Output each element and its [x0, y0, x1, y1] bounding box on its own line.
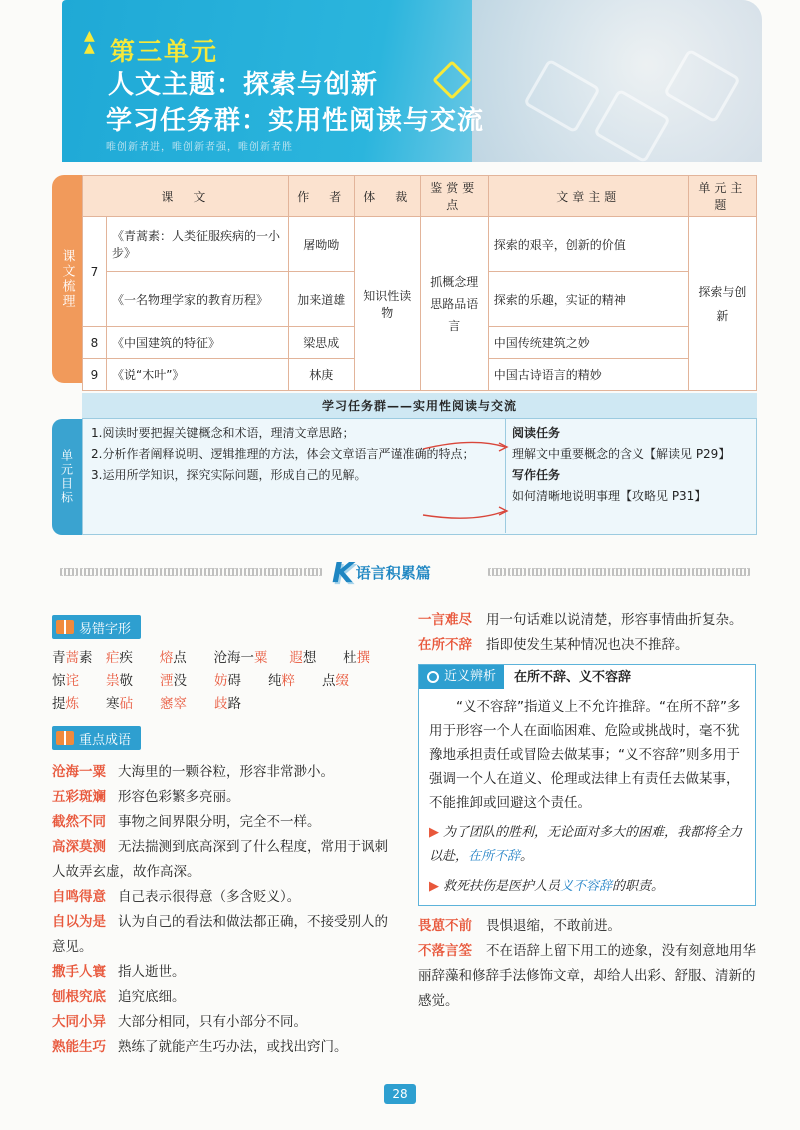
- idiom-meaning: 自己表示很得意（多含贬义）。: [118, 889, 301, 905]
- table-row: [83, 217, 757, 272]
- typo-error-char: 缀: [335, 673, 349, 689]
- typo-word: [106, 647, 160, 670]
- idiom-entry: [52, 785, 397, 810]
- column-header: 作 者: [288, 176, 354, 217]
- left-column: [52, 615, 397, 1060]
- banner-slogan: 唯创新者进，唯创新者强，唯创新者胜: [106, 142, 293, 153]
- typo-word: [214, 670, 268, 693]
- typo-word: [160, 647, 214, 670]
- typo-error-char: 歧: [214, 696, 228, 712]
- divider-dots: [60, 568, 322, 576]
- section-divider: [60, 555, 750, 589]
- idiom-meaning: 事物之间界限分明，完全不一样。: [118, 814, 321, 830]
- typo-row: [52, 647, 397, 670]
- typo-word: [268, 670, 322, 693]
- idiom-word: 自以为是: [52, 914, 106, 930]
- idiom-word: 五彩斑斓: [52, 789, 106, 805]
- article-theme: 探索的艰辛，创新的价值: [488, 217, 688, 272]
- idiom-word: 撒手人寰: [52, 964, 106, 980]
- typo-error-char: 湮: [160, 673, 174, 689]
- typo-row: [52, 693, 397, 716]
- lesson-title: 《说“木叶”》: [107, 359, 289, 391]
- section-title-text: 语言积累篇: [355, 563, 431, 582]
- task-group-heading: 学习任务群——实用性阅读与交流: [82, 393, 757, 419]
- idiom-entry: [418, 914, 756, 939]
- unit-banner: [62, 0, 762, 162]
- example-keyword: 在所不辞: [468, 849, 521, 864]
- idiom-meaning: 形容色彩繁多亮丽。: [118, 789, 240, 805]
- typo-error-char: 诧: [65, 673, 79, 689]
- goal-item: 2.分析作者阐释说明、逻辑推理的方法，体会文章语言严谨准确的特点；: [91, 447, 475, 461]
- example-text: 为了团队的胜利，无论面对多大的困难，我都将全力以赴，: [429, 825, 743, 864]
- typo-text: 想: [302, 650, 317, 666]
- typo-word: [214, 647, 290, 670]
- typo-text: 敬: [119, 673, 133, 689]
- lesson-author: 屠呦呦: [288, 217, 354, 272]
- idiom-word: 刨根究底: [52, 989, 106, 1005]
- synonym-title: 在所不辞、义不容辞: [514, 669, 632, 685]
- lesson-genre: 知识性读物: [354, 217, 420, 391]
- idiom-entry: [52, 885, 397, 910]
- article-theme: 中国传统建筑之妙: [488, 327, 688, 359]
- idiom-entry: [418, 608, 756, 633]
- typo-text: 点: [322, 673, 336, 689]
- review-side-label: 课文梳理: [52, 175, 82, 383]
- idiom-meaning: 畏惧退缩，不敢前进。: [486, 918, 621, 934]
- idioms-section-tag: [52, 726, 141, 750]
- unit-title: 第三单元: [110, 37, 219, 66]
- goal-item: 3.运用所学知识，探究实际问题，形成自己的见解。: [91, 468, 367, 482]
- theme-title: 人文主题：探索与创新: [108, 70, 379, 100]
- idiom-entry: [52, 810, 397, 835]
- goal-item: 1.阅读时要把握关键概念和术语，理清文章思路；: [91, 426, 355, 440]
- section-title: [332, 555, 472, 589]
- typo-text: 疾: [119, 650, 133, 666]
- idiom-entry: [52, 985, 397, 1010]
- idiom-word: 一言难尽: [418, 612, 472, 628]
- lesson-number: 7: [83, 217, 107, 327]
- article-theme: 探索的乐趣，实证的精神: [488, 272, 688, 327]
- idiom-entry: [52, 910, 397, 960]
- book-icon: [56, 731, 74, 745]
- appreciation-points: 抓概念理思路品语言: [420, 217, 488, 391]
- typo-text: 没: [173, 673, 187, 689]
- typo-error-char: 窸窣: [160, 696, 187, 712]
- unit-theme: 探索与创新: [688, 217, 756, 391]
- typo-word: [106, 693, 160, 716]
- idiom-word: 高深莫测: [52, 839, 106, 855]
- right-column: [418, 608, 756, 1014]
- synonym-tag-label: 近义辨析: [444, 669, 497, 684]
- typo-text: 杜: [343, 650, 357, 666]
- typo-word: [214, 693, 268, 716]
- goals-side-label: 单元目标: [52, 419, 82, 535]
- idiom-entry: [52, 760, 397, 785]
- write-task-label: 写作任务: [512, 468, 561, 482]
- triangle-bullet-icon: ▶: [429, 825, 439, 840]
- typo-error-char: 疟: [105, 650, 120, 666]
- typo-word: [289, 647, 343, 670]
- idiom-entry: [418, 939, 756, 1014]
- right-idioms-bottom: [418, 914, 756, 1014]
- typo-text: 碍: [227, 673, 241, 689]
- task-group-panel: [52, 393, 757, 535]
- typo-text: 点: [173, 650, 187, 666]
- read-task-label: 阅读任务: [512, 426, 561, 440]
- typo-error-char: 遐: [289, 650, 303, 666]
- idioms-list: [52, 760, 397, 1060]
- column-header: 课 文: [83, 176, 289, 217]
- idiom-word: 沧海一粟: [52, 764, 106, 780]
- typo-error-char: 撰: [356, 650, 371, 666]
- book-icon: [56, 620, 74, 634]
- idiom-meaning: 用一句话难以说清楚，形容事情曲折复杂。: [486, 612, 743, 628]
- typo-section-tag: [52, 615, 141, 639]
- typo-word: [52, 647, 106, 670]
- typo-word: [52, 693, 106, 716]
- clock-icon: [427, 671, 439, 683]
- synonym-analysis-header: [419, 665, 755, 689]
- typo-text: 素: [79, 650, 93, 666]
- lesson-author: 梁思成: [288, 327, 354, 359]
- idiom-meaning: 大部分相同，只有小部分不同。: [118, 1014, 307, 1030]
- read-task-text: 理解文中重要概念的含义【解读见 P29】: [512, 447, 731, 461]
- typo-error-char: 蒿: [65, 650, 79, 666]
- idiom-meaning: 不在语辞上留下用工的迹象，没有刻意地用华丽辞藻和修辞手法修饰文章，却给人出彩、舒服、清新的感觉。: [418, 943, 756, 1009]
- lesson-author: 林庚: [288, 359, 354, 391]
- lesson-title: 《中国建筑的特征》: [107, 327, 289, 359]
- idiom-meaning: 认为自己的看法和做法都正确，不接受别人的意见。: [52, 914, 388, 955]
- example-sentence: [419, 819, 755, 875]
- task-group-title: 学习任务群：实用性阅读与交流: [106, 106, 485, 136]
- triangle-bullet-icon: ▶: [429, 879, 439, 894]
- typo-error-char: 炼: [65, 696, 79, 712]
- typo-text: 惊: [52, 673, 66, 689]
- idiom-meaning: 熟练了就能产生巧办法，或找出窍门。: [118, 1039, 348, 1055]
- typo-text: 纯: [268, 673, 282, 689]
- lesson-title: 《青蒿素：人类征服疾病的一小步》: [107, 217, 289, 272]
- typo-row: [52, 670, 397, 693]
- idiom-word: 自鸣得意: [52, 889, 106, 905]
- idiom-word: 不落言筌: [418, 943, 472, 959]
- idiom-meaning: 指人逝世。: [118, 964, 186, 980]
- idiom-entry: [52, 960, 397, 985]
- example-text: 的职责。: [612, 879, 665, 894]
- typo-words: [52, 647, 397, 716]
- idiom-meaning: 无法揣测到底高深到了什么程度，常用于讽刺人故弄玄虚，故作高深。: [52, 839, 388, 880]
- lesson-author: 加来道雄: [288, 272, 354, 327]
- typo-label: 易错字形: [79, 621, 132, 637]
- idiom-word: 大同小异: [52, 1014, 106, 1030]
- write-task-text: 如何清晰地说明事理【攻略见 P31】: [512, 489, 707, 503]
- example-sentence: [419, 875, 755, 905]
- column-header: 体 裁: [354, 176, 420, 217]
- task-group-body: [82, 419, 757, 535]
- lesson-title: 《一名物理学家的教育历程》: [107, 272, 289, 327]
- typo-text: 提: [52, 696, 66, 712]
- typo-error-char: 妨: [214, 673, 228, 689]
- typo-error-char: 砧: [119, 696, 133, 712]
- typo-word: [52, 670, 106, 693]
- idiom-meaning: 大海里的一颗谷粒，形容非常渺小。: [118, 764, 334, 780]
- idioms-label: 重点成语: [79, 732, 132, 748]
- synonym-body: “义不容辞”指道义上不允许推辞。“在所不辞”多用于形容一个人在面临困难、危险或挑战时，毫不犹豫地承担责任或冒险去做某事；“义不容辞”则多用于强调一个人在道义、伦理或法律上有责任去做某事，不能推卸或回避这个责任。: [429, 699, 741, 811]
- table-header-row: [83, 176, 757, 217]
- page-number: 28: [384, 1084, 416, 1104]
- typo-text: 青: [52, 650, 66, 666]
- cube-icon: [432, 60, 472, 100]
- typo-word: [160, 693, 214, 716]
- right-idioms-top: [418, 608, 756, 658]
- column-header: 鉴赏要点: [420, 176, 488, 217]
- typo-error-char: 熔: [159, 650, 174, 666]
- typo-word: [343, 647, 397, 670]
- typo-word: [160, 670, 214, 693]
- idiom-entry: [52, 1035, 397, 1060]
- idiom-entry: [52, 835, 397, 885]
- lesson-number: 9: [83, 359, 107, 391]
- typo-error-char: 祟: [106, 673, 120, 689]
- article-theme: 中国古诗语言的精妙: [488, 359, 688, 391]
- typo-text: 沧海一: [213, 650, 255, 666]
- column-header: 单元主题: [688, 176, 756, 217]
- example-text: 救死扶伤是医护人员: [443, 879, 561, 894]
- idiom-meaning: 追究底细。: [118, 989, 186, 1005]
- arrow-connector-icon: [413, 427, 513, 527]
- idiom-word: 在所不辞: [418, 637, 472, 653]
- lesson-number: 8: [83, 327, 107, 359]
- synonym-tag: [419, 665, 504, 689]
- example-text: 。: [520, 849, 534, 864]
- example-keyword: 义不容辞: [560, 879, 613, 894]
- idiom-entry: [52, 1010, 397, 1035]
- column-header: 文章主题: [488, 176, 688, 217]
- idiom-word: 熟能生巧: [52, 1039, 106, 1055]
- typo-error-char: 粹: [281, 673, 295, 689]
- typo-text: 路: [227, 696, 241, 712]
- synonym-analysis-box: [418, 664, 756, 906]
- idiom-entry: [418, 633, 756, 658]
- idiom-meaning: 指即使发生某种情况也决不推辞。: [486, 637, 689, 653]
- typo-error-char: 粟: [254, 650, 268, 666]
- k-logo-icon: K: [332, 555, 354, 589]
- typo-text: 寒: [106, 696, 120, 712]
- typo-word: [106, 670, 160, 693]
- tasks-list: [506, 419, 756, 533]
- idiom-word: 截然不同: [52, 814, 106, 830]
- divider-dots: [488, 568, 750, 576]
- typo-word: [322, 670, 376, 693]
- triangle-icon: ▲ ▲: [84, 28, 95, 56]
- text-review-table: [52, 175, 757, 383]
- idiom-word: 畏葸不前: [418, 918, 472, 934]
